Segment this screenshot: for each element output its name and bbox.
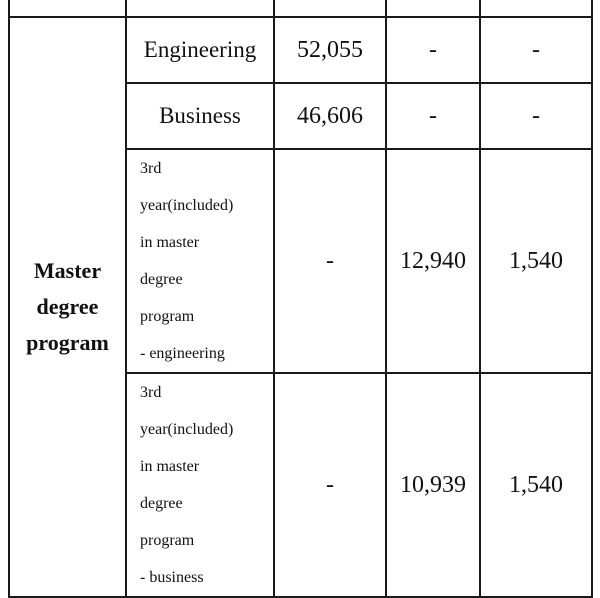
fee-table: [8, 0, 593, 598]
field-line: in master: [140, 234, 200, 251]
value-cell: 1,540: [480, 149, 592, 373]
value-cell: -: [386, 83, 480, 149]
row-group-label: [9, 17, 126, 597]
field-line: program: [140, 532, 195, 549]
field-line: 3rd: [140, 384, 162, 401]
value-cell: 1,540: [480, 373, 592, 597]
header-cell: [126, 0, 274, 17]
value-cell: -: [274, 149, 386, 373]
value-cell: -: [480, 17, 592, 83]
table-header-row-partial: [9, 0, 592, 17]
header-cell: [386, 0, 480, 17]
header-cell: [274, 0, 386, 17]
value-cell: -: [386, 17, 480, 83]
row-group-label-line: Master: [33, 258, 102, 283]
field-line: year(included): [140, 197, 234, 214]
field-line: degree: [140, 495, 183, 512]
field-line: 3rd: [140, 160, 162, 177]
field-line: in master: [140, 458, 200, 475]
field-cell: [126, 373, 274, 597]
field-cell: [126, 149, 274, 373]
value-cell: -: [274, 373, 386, 597]
value-cell: 10,939: [386, 373, 480, 597]
field-cell: Business: [126, 83, 274, 149]
field-cell: Engineering: [126, 17, 274, 83]
field-line: year(included): [140, 421, 234, 438]
field-line: degree: [140, 271, 183, 288]
table-row: [9, 17, 592, 83]
value-cell: 46,606: [274, 83, 386, 149]
field-line: - business: [140, 569, 204, 586]
value-cell: 52,055: [274, 17, 386, 83]
field-line: - engineering: [140, 345, 225, 362]
header-cell: [480, 0, 592, 17]
row-group-label-line: degree: [36, 294, 99, 319]
row-group-label-line: program: [26, 330, 109, 355]
value-cell: 12,940: [386, 149, 480, 373]
header-cell: [9, 0, 126, 17]
value-cell: -: [480, 83, 592, 149]
field-line: program: [140, 308, 195, 325]
